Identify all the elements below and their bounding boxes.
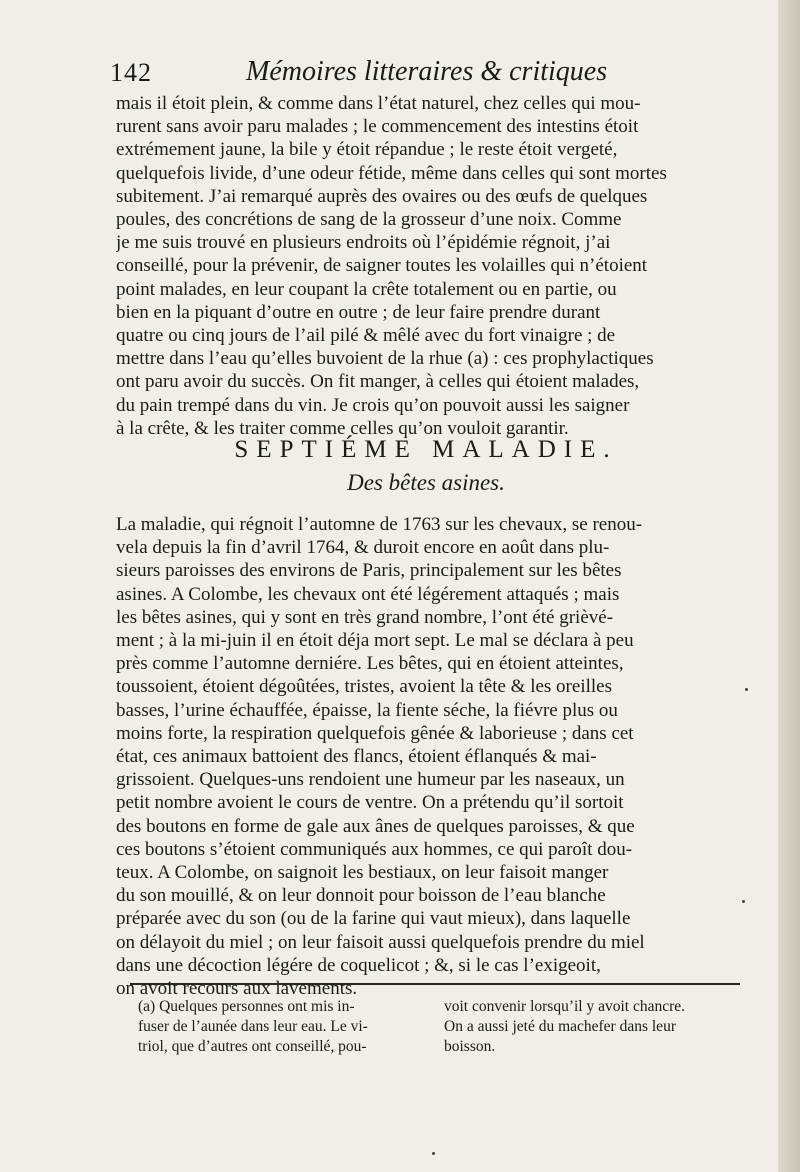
paragraph-1 xyxy=(116,92,736,440)
text-line: près comme l’automne derniére. Les bêtes, qui en étoient atteintes, xyxy=(116,653,624,675)
text-line: du son mouillé, & on leur donnoit pour boisson de l’eau blanche xyxy=(116,885,606,907)
footnote-line: triol, que d’autres ont conseillé, pou- xyxy=(138,1038,367,1055)
text-line: ces boutons s’étoient communiqués aux hommes, ce qui paroît dou- xyxy=(116,838,633,860)
footnote-line: On a aussi jeté du machefer dans leur xyxy=(444,1018,676,1035)
text-line: extrémement jaune, la bile y étoit répandue ; le reste étoit vergeté, xyxy=(116,139,618,161)
section-subtitle: Des bêtes asines. xyxy=(347,470,505,495)
text-line: à la crête, & les traiter comme celles qu’on vouloit garantir. xyxy=(116,417,569,439)
text-line: moins forte, la respiration quelquefois gênée & laborieuse ; dans cet xyxy=(116,722,634,744)
text-line: toussoient, étoient dégoûtées, tristes, avoient la tête & les oreilles xyxy=(116,676,612,698)
footnote-left-column xyxy=(138,997,428,1057)
text-line: subitement. J’ai remarqué auprès des ovaires ou des œufs de quelques xyxy=(116,185,648,207)
text-line: basses, l’urine échauffée, épaisse, la fiente séche, la fiévre plus ou xyxy=(116,699,618,721)
page-header xyxy=(110,56,740,90)
footnote-line: fuser de l’aunée dans leur eau. Le vi- xyxy=(138,1018,368,1035)
text-line: mais il étoit plein, & comme dans l’état naturel, chez celles qui mou- xyxy=(116,93,641,114)
text-line: grissoient. Quelques-uns rendoient une humeur par les naseaux, un xyxy=(116,769,625,791)
text-line: bien en la piquant d’outre en outre ; de leur faire prendre durant xyxy=(116,301,601,323)
text-line: du pain trempé dans du vin. Je crois qu’on pouvoit aussi les saigner xyxy=(116,394,630,416)
footnote-divider xyxy=(130,983,740,985)
text-line: La maladie, qui régnoit l’automne de 1763 sur les chevaux, se renou- xyxy=(116,514,643,535)
text-line: mettre dans l’eau qu’elles buvoient de la rhue (a) : ces prophylactiques xyxy=(116,348,654,370)
text-line: rurent sans avoir paru malades ; le commencement des intestins étoit xyxy=(116,116,639,138)
text-line: état, ces animaux battoient des flancs, étoient éflanqués & mai- xyxy=(116,746,597,768)
text-line: vela depuis la fin d’avril 1764, & duroit encore en août dans plu- xyxy=(116,537,610,559)
text-line: conseillé, pour la prévenir, de saigner toutes les volailles qui n’étoient xyxy=(116,255,648,277)
text-line: je me suis trouvé en plusieurs endroits où l’épidémie régnoit, j’ai xyxy=(116,232,611,254)
text-line: asines. A Colombe, les chevaux ont été légérement attaqués ; mais xyxy=(116,583,620,605)
text-line: quelquefois livide, d’une odeur fétide, même dans celles qui sont mortes xyxy=(116,162,667,184)
text-line: préparée avec du son (ou de la farine qui vaut mieux), dans laquelle xyxy=(116,908,631,930)
text-line: sieurs paroisses des environs de Paris, principalement sur les bêtes xyxy=(116,560,622,582)
text-line: on avoit recours aux lavements. xyxy=(116,978,358,1000)
ink-speck xyxy=(742,900,745,903)
footnote-right-column xyxy=(444,997,744,1057)
running-title: Mémoires litteraires & critiques xyxy=(246,56,608,87)
text-line: ont paru avoir du succès. On fit manger, à celles qui étoient malades, xyxy=(116,371,640,393)
page-number: 142 xyxy=(110,58,152,87)
text-line: quatre ou cinq jours de l’ail pilé & mêlé avec du fort vinaigre ; de xyxy=(116,325,616,347)
paragraph-2 xyxy=(116,513,736,1000)
text-line: dans une décoction légére de coquelicot ; &, si le cas l’exigeoit, xyxy=(116,954,601,976)
text-line: poules, des concrétions de sang de la grosseur d’une noix. Comme xyxy=(116,209,622,231)
text-line: on délayoit du miel ; on leur faisoit aussi quelquefois prendre du miel xyxy=(116,931,645,953)
page-edge xyxy=(778,0,800,1172)
section-title: SEPTIÉME MALADIE. xyxy=(234,436,618,463)
ink-speck xyxy=(745,688,748,691)
ink-speck xyxy=(432,1152,435,1155)
text-line: des boutons en forme de gale aux ânes de quelques paroisses, & que xyxy=(116,815,635,837)
footnote-line: (a) Quelques personnes ont mis in- xyxy=(138,998,355,1015)
footnote-line: voit convenir lorsqu’il y avoit chancre. xyxy=(444,998,686,1015)
text-line: teux. A Colombe, on saignoit les bestiaux, on leur faisoit manger xyxy=(116,862,609,884)
text-line: point malades, en leur coupant la crête totalement ou en partie, ou xyxy=(116,278,617,300)
text-line: ment ; à la mi-juin il en étoit déja mort sept. Le mal se déclara à peu xyxy=(116,630,634,652)
footnote-line: boisson. xyxy=(444,1038,496,1055)
text-line: petit nombre avoient le cours de ventre. On a prétendu qu’il sortoit xyxy=(116,792,624,814)
text-line: les bêtes asines, qui y sont en très grand nombre, l’ont été grièvé- xyxy=(116,606,614,628)
